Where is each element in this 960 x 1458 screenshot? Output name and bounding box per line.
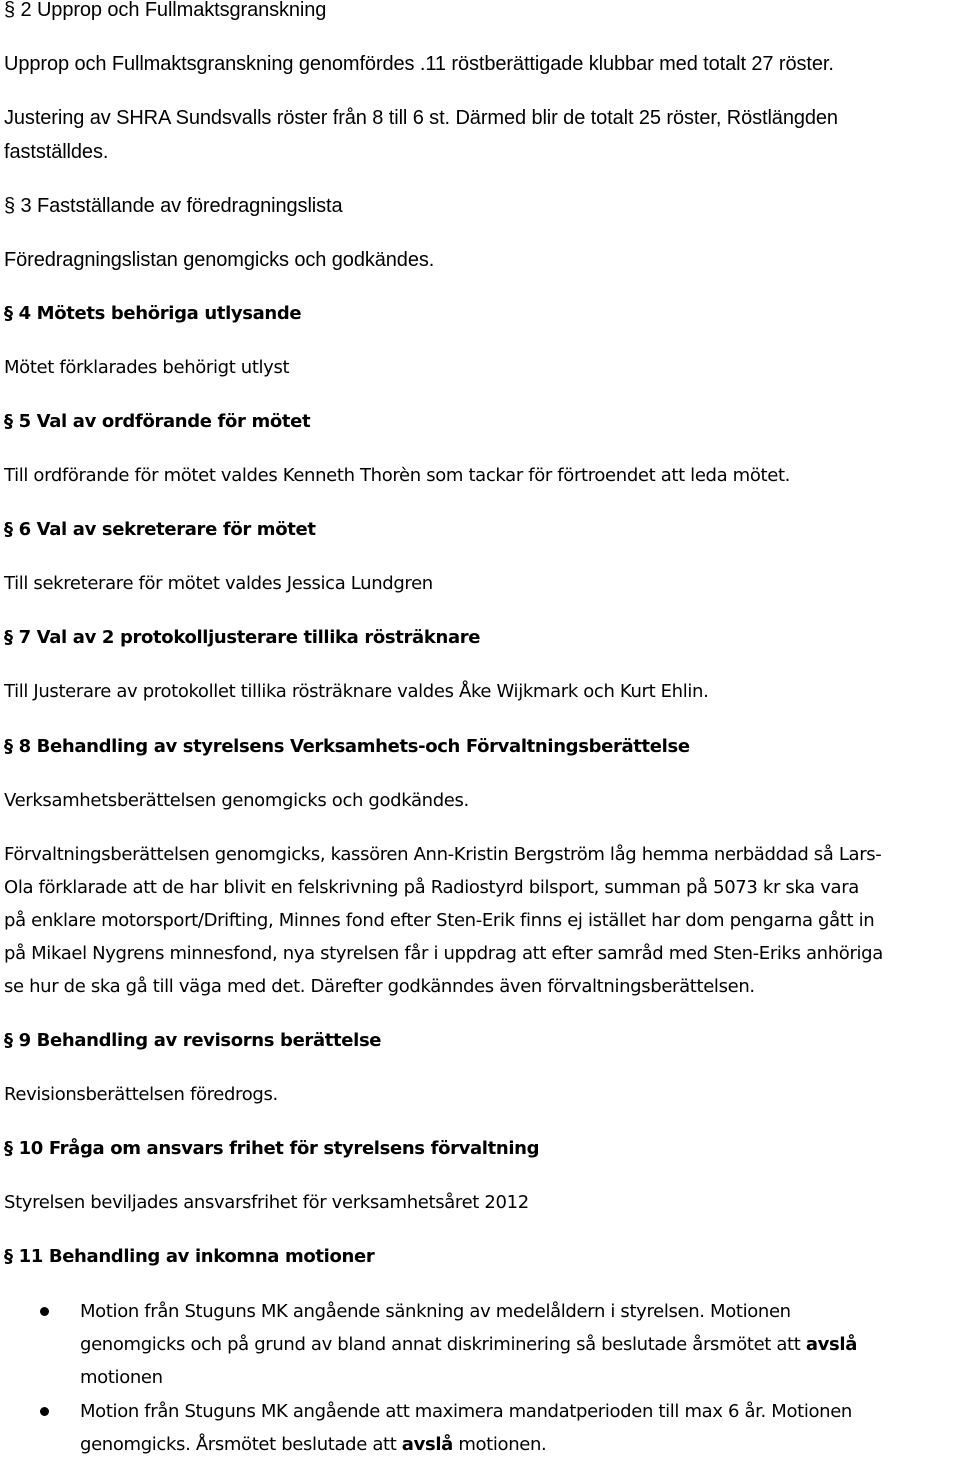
bullet-dot-icon [40,1307,49,1316]
bullet-dot-icon [40,1407,49,1416]
motion-1-line: motionen [80,1367,163,1388]
section-11-heading: § 11 Behandling av inkomna motioner [4,1246,375,1267]
section-10-heading: § 10 Fråga om ansvars frihet för styrelsens förvaltning [4,1138,540,1159]
motion-1-line [80,1333,857,1357]
motion-2-decision: avslå [401,1434,453,1455]
section-3-heading: § 3 Fastställande av föredragningslista [4,195,343,217]
motion-1-line: Motion från Stuguns MK angående sänkning av medelåldern i styrelsen. Motionen [80,1301,791,1322]
section-8-paragraph-line: Förvaltningsberättelsen genomgicks, kassören Ann-Kristin Bergström låg hemma nerbäddad så Lars- [4,844,882,865]
section-3-paragraph: Föredragningslistan genomgicks och godkändes. [4,249,435,271]
section-2-paragraph: Upprop och Fullmaktsgranskning genomfördes .11 röstberättigade klubbar med totalt 27 röster. [4,53,834,75]
section-9-heading: § 9 Behandling av revisorns berättelse [4,1030,382,1051]
motion-2-line [80,1433,546,1457]
section-8-paragraph-line: Ola förklarade att de har blivit en felskrivning på Radiostyrd bilsport, summan på 5073 kr ska vara [4,877,859,898]
section-4-heading: § 4 Mötets behöriga utlysande [4,303,302,324]
section-2-heading: § 2 Upprop och Fullmaktsgranskning [4,0,327,21]
motion-1-decision: avslå [805,1334,858,1355]
section-8-paragraph-line: på enklare motorsport/Drifting, Minnes fond efter Sten-Erik finns ej istället har dom pengarna gått in [4,910,875,931]
section-6-heading: § 6 Val av sekreterare för mötet [4,519,316,540]
motion-2-text: genomgicks. Årsmötet beslutade att [80,1434,402,1455]
section-5-heading: § 5 Val av ordförande för mötet [4,411,311,432]
motion-2-line: Motion från Stuguns MK angående att maximera mandatperioden till max 6 år. Motionen [80,1401,852,1422]
section-7-paragraph: Till Justerare av protokollet tillika rösträknare valdes Åke Wijkmark och Kurt Ehlin. [4,681,709,702]
section-8-heading: § 8 Behandling av styrelsens Verksamhets-och Förvaltningsberättelse [4,736,690,757]
motion-1-text: genomgicks och på grund av bland annat diskriminering så beslutade årsmötet att [80,1334,806,1355]
section-4-paragraph: Mötet förklarades behörigt utlyst [4,357,290,378]
section-5-paragraph: Till ordförande för mötet valdes Kenneth Thorèn som tackar för förtroendet att leda mötet. [4,465,791,486]
section-8-paragraph-line: se hur de ska gå till väga med det. Därefter godkänndes även förvaltningsberättelsen. [4,976,755,997]
section-7-heading: § 7 Val av 2 protokolljusterare tillika rösträknare [4,627,481,648]
section-2-paragraph-line: fastställdes. [4,141,109,163]
motion-2-text-end: motionen. [452,1434,547,1455]
section-6-paragraph: Till sekreterare för mötet valdes Jessica Lundgren [4,573,433,594]
section-10-paragraph: Styrelsen beviljades ansvarsfrihet för verksamhetsåret 2012 [4,1192,529,1213]
section-2-paragraph-line: Justering av SHRA Sundsvalls röster från 8 till 6 st. Därmed blir de totalt 25 röster, Röstlängden [4,107,838,129]
section-8-paragraph: Verksamhetsberättelsen genomgicks och godkändes. [4,790,469,811]
section-9-paragraph: Revisionsberättelsen föredrogs. [4,1084,278,1105]
section-8-paragraph-line: på Mikael Nygrens minnesfond, nya styrelsen får i uppdrag att efter samråd med Sten-Eriks anhöriga [4,943,883,964]
